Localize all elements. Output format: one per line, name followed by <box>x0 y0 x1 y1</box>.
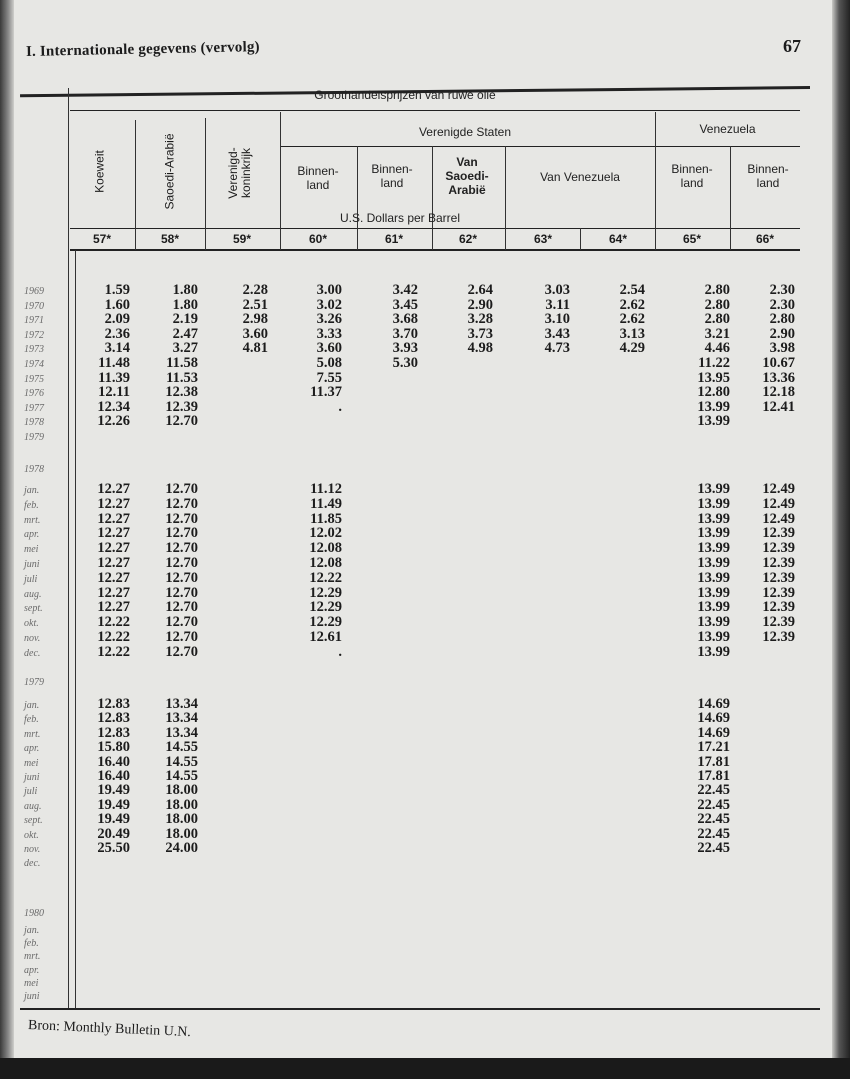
table-cell: 1.80 <box>172 282 198 298</box>
header-rule <box>280 146 800 147</box>
column-number: 58* <box>160 232 180 246</box>
table-cell: 12.27 <box>97 540 130 557</box>
table-cell: 2.09 <box>104 311 130 328</box>
table-cell: 4.81 <box>242 340 268 357</box>
row-label: juli <box>24 573 38 585</box>
table-cell: 12.39 <box>762 540 795 557</box>
table-cell: 3.43 <box>544 325 570 342</box>
row-label: mei <box>24 757 39 769</box>
table-cell: 12.70 <box>165 495 198 512</box>
table-cell: 12.08 <box>309 540 342 557</box>
table-cell: 3.73 <box>467 325 493 342</box>
row-label: juni <box>24 559 40 570</box>
table-cell: 19.49 <box>97 782 130 799</box>
table-cell: 5.08 <box>316 355 342 371</box>
source-note: Bron: Monthly Bulletin U.N. <box>27 1018 192 1041</box>
column-number: 62* <box>458 232 478 246</box>
table-cell: 13.99 <box>697 643 730 660</box>
table-cell: 3.00 <box>316 282 342 298</box>
table-cell: 18.00 <box>165 782 198 799</box>
table-cell: 13.99 <box>697 398 730 415</box>
table-cell: 11.53 <box>166 369 198 386</box>
column-number: 61* <box>384 232 404 246</box>
row-label: mei <box>24 977 39 989</box>
table-cell: 14.69 <box>697 710 730 727</box>
table-cell: 10.67 <box>762 355 795 371</box>
row-label: apr. <box>24 529 40 541</box>
row-label: 1978 <box>24 417 44 429</box>
table-cell: 11.22 <box>698 355 730 371</box>
row-label: okt. <box>24 829 39 841</box>
block-year-heading: 1978 <box>24 464 44 475</box>
table-cell: 11.48 <box>98 355 130 371</box>
row-label: dec. <box>24 647 41 659</box>
table-cell: 19.49 <box>97 811 130 828</box>
group-header-verenigde-staten: Verenigde Staten <box>418 125 512 139</box>
table-cell: 3.60 <box>242 325 268 342</box>
row-label: 1974 <box>24 359 44 370</box>
column-header-binnenland: Binnen-land <box>671 162 713 190</box>
row-label: juli <box>24 786 38 798</box>
row-label: 1976 <box>24 388 44 400</box>
table-cell: 1.60 <box>104 296 130 313</box>
row-label: feb. <box>24 938 39 950</box>
page-edge <box>832 0 850 1079</box>
table-cell: 12.27 <box>97 599 130 616</box>
scan-background <box>0 1058 850 1079</box>
table-cell: 22.45 <box>697 782 730 799</box>
table-cell: 12.70 <box>165 599 198 616</box>
column-divider <box>505 146 506 250</box>
table-cell: 12.39 <box>762 599 795 616</box>
row-label: 1970 <box>24 300 44 312</box>
page-number: 67 <box>783 36 801 56</box>
table-cell: 13.99 <box>697 540 730 557</box>
table-cell: 12.80 <box>697 384 730 401</box>
bottom-rule <box>20 1008 820 1010</box>
table-cell: 4.29 <box>619 340 645 357</box>
table-cell: 12.70 <box>165 540 198 557</box>
table-cell: 7.55 <box>316 369 342 386</box>
table-cell: 22.45 <box>697 811 730 828</box>
table-cell: 24.00 <box>165 840 198 856</box>
table-cell: 4.46 <box>704 340 730 357</box>
table-cell: 2.19 <box>172 311 198 328</box>
table-cell: 4.98 <box>467 340 493 357</box>
book-gutter <box>0 0 14 1079</box>
table-cell: 12.49 <box>762 481 795 497</box>
table-cell: 2.28 <box>242 282 268 298</box>
table-cell: 18.00 <box>165 811 198 828</box>
table-cell: 12.18 <box>762 384 795 401</box>
column-header-binnenland: Binnen-land <box>747 162 789 190</box>
table-cell: 12.83 <box>97 710 130 727</box>
table-cell: 14.55 <box>165 768 198 784</box>
table-cell: 13.95 <box>697 369 730 386</box>
header-rule <box>70 228 800 229</box>
table-cell: 4.73 <box>544 340 570 357</box>
row-label: 1975 <box>24 373 44 385</box>
table-cell: 11.58 <box>166 355 198 371</box>
column-number: 65* <box>682 232 702 246</box>
group-header-venezuela: Venezuela <box>699 122 756 136</box>
table-cell: 18.00 <box>165 825 198 842</box>
table-cell: 2.90 <box>769 325 795 342</box>
table-cell: 12.70 <box>165 629 198 645</box>
table-cell: 13.99 <box>697 481 730 497</box>
table-cell: 2.90 <box>467 296 493 313</box>
table-cell: 3.98 <box>769 340 795 357</box>
column-header-van-venezuela: Van Venezuela <box>540 170 620 184</box>
table-cell: 12.70 <box>165 510 198 527</box>
table-cell: 12.39 <box>762 629 795 645</box>
table-cell: 1.59 <box>104 282 130 298</box>
table-cell: 12.08 <box>309 555 342 571</box>
table-cell: 25.50 <box>97 840 130 856</box>
block-year-heading: 1980 <box>24 908 44 919</box>
table-cell: 22.45 <box>697 796 730 813</box>
block-year-heading: 1979 <box>24 677 44 688</box>
table-cell: 12.70 <box>165 481 198 497</box>
table-cell: 13.34 <box>165 696 198 712</box>
table-cell: 11.39 <box>98 369 130 386</box>
table-cell: 13.99 <box>697 599 730 616</box>
table-cell: 12.61 <box>309 629 342 645</box>
table-cell: 14.55 <box>165 739 198 756</box>
column-header-saoedi-arabie: Saoedi-Arabië <box>162 133 177 210</box>
table-cell: 12.27 <box>97 481 130 497</box>
table-cell: 3.21 <box>704 325 730 342</box>
table-cell: 12.39 <box>762 525 795 542</box>
table-cell: 2.80 <box>704 282 730 298</box>
table-cell: 12.49 <box>762 495 795 512</box>
row-label: dec. <box>24 858 41 870</box>
table-cell: 12.26 <box>97 413 130 430</box>
table-cell: 12.83 <box>97 696 130 712</box>
row-label: mrt. <box>24 514 41 526</box>
table-cell: 3.11 <box>545 296 570 313</box>
table-cell: 22.45 <box>697 825 730 842</box>
column-divider <box>135 120 136 250</box>
table-cell: 13.99 <box>697 555 730 571</box>
table-cell: 3.03 <box>544 282 570 298</box>
row-label: aug. <box>24 588 42 600</box>
table-main-heading: Groothandelsprijzen van ruwe olie <box>314 88 496 102</box>
table-cell: 13.99 <box>697 413 730 430</box>
table-cell: 3.14 <box>104 340 130 357</box>
table-cell: 14.69 <box>697 696 730 712</box>
table-cell: 2.98 <box>242 311 268 328</box>
table-cell: 12.70 <box>165 569 198 586</box>
table-cell: 18.00 <box>165 796 198 813</box>
table-cell: 13.99 <box>697 569 730 586</box>
table-cell: 12.27 <box>97 525 130 542</box>
table-cell: 13.99 <box>697 525 730 542</box>
column-number: 57* <box>92 232 112 246</box>
table-cell: 12.34 <box>97 398 130 415</box>
row-label: okt. <box>24 618 39 630</box>
table-cell: 2.62 <box>619 296 645 313</box>
table-cell: 12.70 <box>165 555 198 571</box>
table-cell: 12.39 <box>165 398 198 415</box>
table-cell: 3.02 <box>316 296 342 313</box>
table-cell: 17.81 <box>697 768 730 784</box>
table-cell: 12.27 <box>97 584 130 601</box>
table-cell: 12.22 <box>97 643 130 660</box>
row-label: jan. <box>24 485 40 496</box>
table-cell: 12.38 <box>165 384 198 401</box>
table-cell: 13.99 <box>697 510 730 527</box>
table-cell: 12.70 <box>165 584 198 601</box>
row-label: jan. <box>24 925 40 936</box>
table-cell: 5.30 <box>392 355 418 371</box>
column-header-van-saoedi-arabie: Van Saoedi-Arabië <box>445 155 489 197</box>
table-cell: 2.80 <box>704 311 730 328</box>
table-cell: 3.45 <box>392 296 418 313</box>
table-cell: 13.99 <box>697 629 730 645</box>
table-cell: 3.28 <box>467 311 493 328</box>
table-cell: 2.64 <box>467 282 493 298</box>
table-cell: 2.47 <box>172 325 198 342</box>
table-cell: 16.40 <box>97 768 130 784</box>
table-cell: 14.69 <box>697 724 730 741</box>
table-left-border <box>68 88 69 1008</box>
row-label: feb. <box>24 499 39 511</box>
row-label: aug. <box>24 800 42 812</box>
row-label: mei <box>24 544 39 556</box>
table-cell: 2.30 <box>769 296 795 313</box>
table-cell: 12.70 <box>165 525 198 542</box>
unit-label: U.S. Dollars per Barrel <box>339 211 461 225</box>
table-cell: 11.12 <box>310 481 342 497</box>
table-cell: 2.80 <box>704 296 730 313</box>
column-number: 64* <box>608 232 628 246</box>
table-cell: 12.27 <box>97 510 130 527</box>
header-bottom-rule <box>70 249 800 251</box>
table-cell: 12.70 <box>165 413 198 430</box>
column-number: 66* <box>755 232 775 246</box>
row-label: sept. <box>24 603 43 615</box>
row-label: juni <box>24 991 40 1002</box>
table-cell: 12.83 <box>97 724 130 741</box>
table-cell: 11.49 <box>310 495 342 512</box>
table-cell: 13.99 <box>697 614 730 631</box>
table-cell: 1.80 <box>172 296 198 313</box>
column-divider <box>205 118 206 250</box>
table-cell: 12.29 <box>309 599 342 616</box>
table-cell: 12.39 <box>762 614 795 631</box>
page-title: I. Internationale gegevens (vervolg) <box>25 39 260 60</box>
table-cell: 15.80 <box>97 739 130 756</box>
column-divider <box>432 146 433 250</box>
row-label: 1972 <box>24 329 44 341</box>
table-cell: 3.70 <box>392 325 418 342</box>
table-cell: . <box>338 643 342 660</box>
row-label: 1969 <box>24 286 44 297</box>
table-cell: 12.70 <box>165 643 198 660</box>
header-rule <box>70 110 800 111</box>
table-cell: 14.55 <box>165 753 198 770</box>
table-cell: 12.39 <box>762 584 795 601</box>
table-cell: 11.37 <box>310 384 342 401</box>
table-cell: 12.41 <box>762 398 795 415</box>
column-divider <box>580 228 581 250</box>
table-cell: 17.21 <box>697 739 730 756</box>
table-cell: 3.33 <box>316 325 342 342</box>
table-cell: 3.42 <box>392 282 418 298</box>
row-label: nov. <box>24 844 41 855</box>
table-cell: 12.22 <box>97 629 130 645</box>
table-cell: 3.27 <box>172 340 198 357</box>
row-label: sept. <box>24 815 43 827</box>
row-label: apr. <box>24 964 40 976</box>
table-cell: 12.22 <box>309 569 342 586</box>
table-cell: 12.27 <box>97 495 130 512</box>
table-cell: 3.26 <box>316 311 342 328</box>
column-number: 60* <box>308 232 328 246</box>
row-label: apr. <box>24 743 40 755</box>
row-label: juni <box>24 772 40 783</box>
table-cell: 2.36 <box>104 325 130 342</box>
column-header-binnenland: Binnen-land <box>297 164 339 192</box>
table-cell: 12.02 <box>309 525 342 542</box>
table-cell: 2.54 <box>619 282 645 298</box>
table-cell: 12.29 <box>309 584 342 601</box>
table-cell: 12.27 <box>97 555 130 571</box>
table-cell: 3.60 <box>316 340 342 357</box>
column-divider <box>357 146 358 250</box>
table-cell: 3.93 <box>392 340 418 357</box>
row-label: 1977 <box>24 402 44 414</box>
column-header-verenigd-koninkrijk: Verenigd-koninkrijk <box>226 147 253 199</box>
table-cell: 13.36 <box>762 369 795 386</box>
row-label: mrt. <box>24 951 41 963</box>
table-cell: 3.10 <box>544 311 570 328</box>
column-header-binnenland: Binnen-land <box>371 162 413 190</box>
table-cell: 17.81 <box>697 753 730 770</box>
table-cell: 13.34 <box>165 724 198 741</box>
row-label: feb. <box>24 714 39 726</box>
table-cell: 12.39 <box>762 555 795 571</box>
table-cell: 12.49 <box>762 510 795 527</box>
table-cell: . <box>338 398 342 415</box>
column-number: 59* <box>232 232 252 246</box>
table-cell: 2.80 <box>769 311 795 328</box>
row-label: mrt. <box>24 728 41 740</box>
table-cell: 13.99 <box>697 495 730 512</box>
table-cell: 2.51 <box>242 296 268 313</box>
table-cell: 16.40 <box>97 753 130 770</box>
table-cell: 19.49 <box>97 796 130 813</box>
column-divider <box>730 146 731 250</box>
table-cell: 13.99 <box>697 584 730 601</box>
table-cell: 2.62 <box>619 311 645 328</box>
table-cell: 12.70 <box>165 614 198 631</box>
column-header-koeweit: Koeweit <box>92 150 107 193</box>
row-label: jan. <box>24 700 40 711</box>
table-cell: 3.68 <box>392 311 418 328</box>
row-label: 1971 <box>24 315 44 327</box>
column-number: 63* <box>533 232 553 246</box>
table-cell: 12.22 <box>97 614 130 631</box>
table-cell: 12.39 <box>762 569 795 586</box>
column-divider <box>280 112 281 250</box>
row-label: 1979 <box>24 432 44 443</box>
table-cell: 12.27 <box>97 569 130 586</box>
table-cell: 3.13 <box>619 325 645 342</box>
row-label: 1973 <box>24 344 44 356</box>
table-cell: 11.85 <box>310 510 342 527</box>
table-cell: 13.34 <box>165 710 198 727</box>
table-cell: 22.45 <box>697 840 730 856</box>
table-cell: 2.30 <box>769 282 795 298</box>
row-label: nov. <box>24 633 41 644</box>
table-cell: 20.49 <box>97 825 130 842</box>
table-cell: 12.11 <box>98 384 130 401</box>
table-cell: 12.29 <box>309 614 342 631</box>
